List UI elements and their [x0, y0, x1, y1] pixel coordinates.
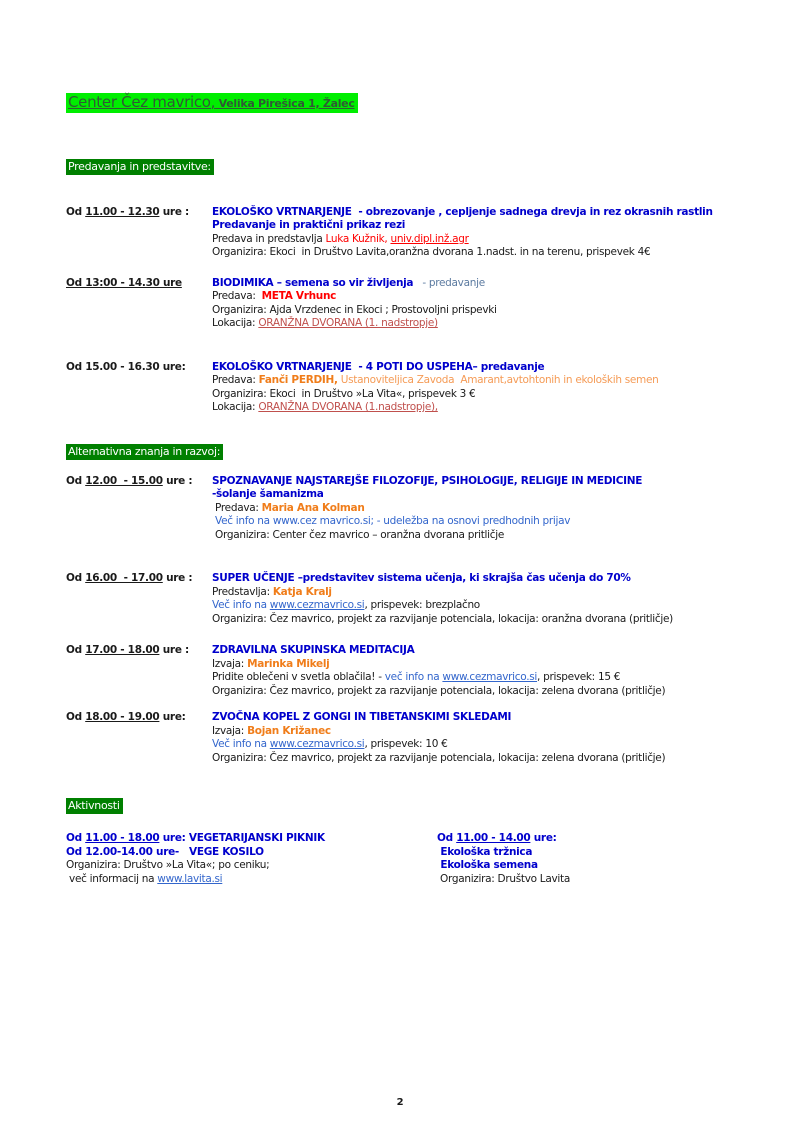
activity-piknik-line: [66, 832, 437, 846]
event-info: Več info na www.cez mavrico.si; - udeležba na osnovi predhodnih prijav: [212, 515, 571, 527]
time-range: 17.00 - 18.00: [85, 644, 160, 656]
time-range: 16.00 - 17.00: [85, 572, 163, 584]
time-prefix: Od: [66, 474, 86, 487]
time-range: 11.00 - 14.00: [456, 832, 531, 844]
time-suffix: ure:: [159, 711, 186, 723]
time-range: 11.00 - 12.30: [85, 205, 160, 218]
event-zdravilna-meditacija: [66, 644, 744, 698]
event-presenter-line: [212, 586, 744, 600]
event-organizer: Organizira: Ekoci in Društvo »La Vita«, prispevek 3 €: [212, 387, 476, 400]
presenter-name: Bojan Križanec: [247, 724, 331, 737]
title-main: Center Čez mavrico,: [68, 93, 216, 111]
event-presenter-line: [212, 290, 744, 304]
event-spoznavanje-samanizem: [66, 475, 744, 543]
event-location-line: [212, 317, 744, 331]
event-details: [212, 572, 744, 626]
event-presenter-line: [212, 502, 744, 516]
event-details: [212, 206, 744, 260]
event-time: [66, 572, 212, 586]
title-row: [66, 93, 744, 113]
section-heading-alternativna: Alternativna znanja in razvoj:: [66, 444, 223, 460]
cezmavrico-link[interactable]: www.cezmavrico.si: [442, 671, 538, 683]
event-details: [212, 711, 744, 765]
activity-left-organizer: Organizira: Društvo »La Vita«; po ceniku;: [66, 859, 270, 871]
time-prefix: Od: [437, 832, 457, 844]
presenter-label: Predava:: [212, 374, 259, 386]
presenter-label: Izvaja:: [212, 657, 248, 670]
time-suffix: ure :: [159, 644, 189, 656]
event-subtitle: Predavanje in praktični prikaz rezi: [212, 219, 406, 231]
event-presenter-line: [212, 233, 744, 247]
activity-trznica: Ekološka tržnica: [437, 845, 533, 858]
presenter-label: Predava in predstavlja: [212, 232, 326, 245]
event-title: SUPER UČENJE –predstavitev sistema učenja, ki skrajša čas učenja do 70%: [212, 572, 631, 584]
presenter-name: Katja Kralj: [272, 585, 332, 598]
event-title: EKOLOŠKO VRTNARJENJE - 4 POTI DO USPEHA– predavanje: [212, 360, 545, 373]
activities-left-column: [66, 832, 437, 886]
event-details: [212, 277, 744, 331]
info-prefix: več informacij na: [66, 872, 158, 885]
event-organizer: Organizira: Ekoci in Društvo Lavita,oranžna dvorana 1.nadst. in na terenu, prispevek 4€: [212, 246, 651, 258]
event-location-line: [212, 401, 744, 415]
presenter-label: Izvaja:: [212, 724, 248, 737]
info-prefix: Več info na: [212, 738, 270, 750]
event-ekolosko-vrtnarjenje-obrezovanje: [66, 206, 744, 260]
event-ekolosko-vrtnarjenje-4-poti: [66, 361, 744, 415]
event-details: [212, 475, 744, 543]
event-zvocna-kopel: [66, 711, 744, 765]
info-prefix: Več info na: [212, 599, 270, 611]
section-aktivnosti: [66, 798, 744, 814]
presenter-description: Ustanoviteljica Zavoda Amarant,avtohtonih in ekoloških semen: [337, 374, 659, 386]
page-title: [66, 93, 358, 113]
activities-right-column: [437, 832, 744, 886]
activities: [66, 832, 744, 886]
event-note: Pridite oblečeni v svetla oblačila! -: [212, 671, 385, 683]
event-title: BIODIMIKA – semena so vir življenja: [212, 276, 414, 289]
cezmavrico-link[interactable]: www.cezmavrico.si: [269, 599, 365, 611]
event-title: SPOZNAVANJE NAJSTAREJŠE FILOZOFIJE, PSIHOLOGIJE, RELIGIJE IN MEDICINE: [212, 474, 643, 487]
event-time: [66, 644, 212, 658]
info-suffix: , prispevek: 10 €: [364, 738, 448, 750]
time-prefix: Od: [66, 644, 86, 656]
section-heading-aktivnosti: Aktivnosti: [66, 798, 123, 814]
event-time: [66, 206, 212, 220]
event-organizer: Organizira: Center čez mavrico – oranžna dvorana pritličje: [212, 528, 505, 541]
location-link[interactable]: ORANŽNA DVORANA (1. nadstropje): [258, 317, 438, 329]
time-suffix: ure :: [159, 205, 189, 218]
event-info-line: [212, 738, 744, 752]
page-number: 2: [396, 1097, 404, 1108]
event-title: EKOLOŠKO VRTNARJENJE - obrezovanje , cepljenje sadnega drevja in rez okrasnih rastlin: [212, 205, 713, 218]
presenter-name: Luka Kužnik,: [325, 232, 391, 245]
time-prefix: Od: [66, 572, 86, 584]
event-title-line: [212, 277, 744, 291]
event-title: ZVOČNA KOPEL Z GONGI IN TIBETANSKIMI SKLEDAMI: [212, 711, 512, 723]
event-organizer: Organizira: Ajda Vrzdenec in Ekoci ; Prostovoljni prispevki: [212, 303, 497, 316]
presenter-title-link[interactable]: univ.dipl.inž.agr: [390, 232, 469, 245]
presenter-name: Marinka Mikelj: [247, 657, 330, 670]
event-details: [212, 361, 744, 415]
time-suffix: ure :: [162, 474, 193, 487]
presenter-name: Maria Ana Kolman: [261, 501, 365, 514]
time-range: 11.00 - 18.00: [85, 832, 160, 844]
time-range: Od 13:00 - 14.30 ure: [66, 276, 182, 289]
activity-title: ure: VEGETARIJANSKI PIKNIK: [159, 832, 325, 844]
time-prefix: Od: [66, 205, 86, 218]
section-alternativna: [66, 444, 744, 460]
title-sub: Velika Pirešica 1, Žalec: [215, 97, 355, 110]
presenter-label: Predstavlja:: [212, 585, 273, 598]
event-title: ZDRAVILNA SKUPINSKA MEDITACIJA: [212, 644, 415, 656]
event-presenter-line: [212, 658, 744, 672]
activity-vege-kosilo-line: Od 12.00-14.00 ure- VEGE KOSILO: [66, 845, 264, 858]
event-info-line: [212, 671, 744, 685]
cezmavrico-link[interactable]: www.cezmavrico.si: [269, 738, 365, 750]
event-super-ucenje: [66, 572, 744, 626]
event-presenter-line: [212, 725, 744, 739]
time-range: 18.00 - 19.00: [85, 711, 160, 723]
event-time: [66, 277, 212, 291]
time-suffix: ure :: [162, 572, 193, 584]
event-time: Od 15.00 - 16.30 ure:: [66, 360, 186, 373]
location-label: Lokacija:: [212, 317, 259, 329]
activity-left-info-line: [66, 873, 437, 887]
time-prefix: Od: [66, 711, 86, 723]
event-biodimika: [66, 277, 744, 331]
time-prefix: Od: [66, 832, 86, 844]
info-suffix: , prispevek: 15 €: [537, 671, 621, 683]
info-prefix: več info na: [384, 671, 443, 683]
event-organizer: Organizira: Čez mavrico, projekt za razvijanje potenciala, lokacija: oranžna dvorana (pritličje): [212, 612, 673, 625]
presenter-label: Predava:: [212, 290, 262, 302]
location-label: Lokacija:: [212, 401, 259, 413]
activity-trznica-time-line: [437, 832, 744, 846]
event-time: [66, 711, 212, 725]
event-time: [66, 475, 212, 489]
event-subtitle: -šolanje šamanizma: [212, 488, 324, 500]
section-predavanja: [66, 159, 744, 175]
event-details: [212, 644, 744, 698]
presenter-name: META Vrhunc: [261, 290, 337, 302]
time-range: 12.00 - 15.00: [85, 474, 163, 487]
activity-right-organizer: Organizira: Društvo Lavita: [437, 872, 570, 885]
event-presenter-line: [212, 374, 744, 388]
activity-semena: Ekološka semena: [437, 859, 538, 871]
location-link[interactable]: ORANŽNA DVORANA (1.nadstropje),: [258, 401, 438, 413]
event-info-line: [212, 599, 744, 613]
lavita-link[interactable]: www.lavita.si: [157, 872, 223, 885]
event-organizer: Organizira: Čez mavrico, projekt za razvijanje potenciala, lokacija: zelena dvorana (pritličje): [212, 684, 666, 697]
section-heading-predavanja: Predavanja in predstavitve:: [66, 159, 214, 175]
presenter-name: Fanči PERDIH,: [258, 374, 338, 386]
event-organizer: Organizira: Čez mavrico, projekt za razvijanje potenciala, lokacija: zelena dvorana (pritličje): [212, 751, 666, 764]
presenter-label: Predava:: [212, 501, 262, 514]
event-title-suffix: - predavanje: [413, 276, 485, 289]
time-suffix: ure:: [530, 832, 557, 844]
info-suffix: , prispevek: brezplačno: [364, 599, 480, 611]
